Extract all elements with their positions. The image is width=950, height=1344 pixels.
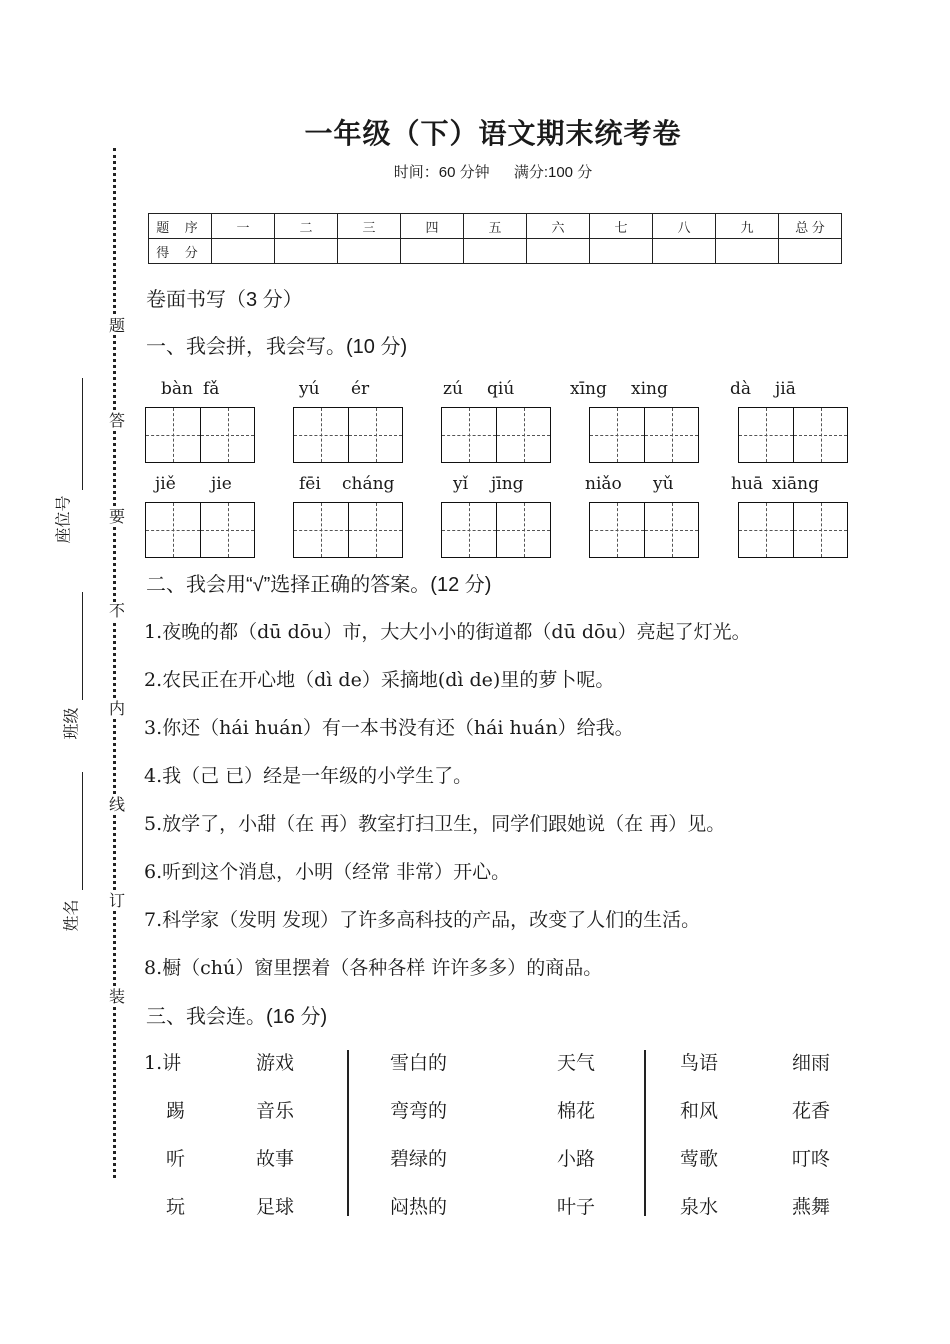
pinyin-syllable: xīng: [570, 379, 607, 399]
row-label-score: 得 分: [149, 239, 212, 264]
binding-char: 内: [109, 699, 126, 718]
pinyin-syllable: dà: [730, 379, 752, 399]
pinyin-syllable: bàn: [161, 379, 193, 399]
pinyin-syllable: cháng: [342, 474, 395, 494]
pinyin-syllable: huā: [731, 474, 764, 494]
question-item: 3.你还（hái huán）有一本书没有还（hái huán）给我。: [144, 717, 634, 739]
binding-char: 题: [109, 316, 126, 335]
match-word[interactable]: 弯弯的: [390, 1100, 448, 1122]
pinyin-syllable: qiú: [487, 379, 515, 399]
match-word[interactable]: 燕舞: [792, 1196, 831, 1218]
pinyin-syllable: xiāng: [772, 474, 819, 494]
match-word[interactable]: 鸟语: [680, 1052, 719, 1074]
pinyin-syllable: niǎo: [585, 474, 622, 494]
row-label-order: 题 序: [149, 214, 212, 239]
pinyin-syllable: jie: [211, 474, 232, 494]
score-cell[interactable]: [716, 239, 779, 264]
score-cell[interactable]: [338, 239, 401, 264]
col-header: 一: [212, 214, 275, 239]
seat-number-label: 座位号: [53, 495, 73, 544]
time-limit: 时间：60 分钟: [393, 164, 490, 181]
pinyin-syllable: zú: [443, 379, 463, 399]
match-word[interactable]: 踢: [166, 1100, 186, 1122]
match-word[interactable]: 细雨: [792, 1052, 831, 1074]
question-item: 5.放学了，小甜（在 再）教室打扫卫生，同学们跟她说（在 再）见。: [144, 813, 726, 835]
pinyin-syllable: yǐ: [453, 474, 469, 494]
writing-grid[interactable]: [293, 502, 403, 558]
table-row: [149, 239, 842, 264]
page-title: 一年级（下）语文期末统考卷: [304, 117, 682, 150]
match-word[interactable]: 玩: [166, 1196, 186, 1218]
name-label: 姓名: [61, 899, 81, 932]
writing-grid[interactable]: [441, 502, 551, 558]
match-word[interactable]: 泉水: [680, 1196, 719, 1218]
question-item: 1.夜晚的都（dū dōu）市，大大小小的街道都（dū dōu）亮起了灯光。: [144, 621, 751, 643]
pinyin-syllable: jiā: [775, 379, 796, 399]
col-header: 八: [653, 214, 716, 239]
score-table: [148, 213, 842, 264]
writing-grid[interactable]: [441, 407, 551, 463]
match-word[interactable]: 叶子: [557, 1196, 596, 1218]
binding-char: 装: [109, 987, 126, 1006]
writing-grid[interactable]: [738, 502, 848, 558]
score-cell[interactable]: [653, 239, 716, 264]
writing-grid[interactable]: [293, 407, 403, 463]
section1-title: 一、我会拼，我会写。(10 分): [146, 336, 408, 358]
question-item: 4.我（己 已）经是一年级的小学生了。: [144, 765, 473, 787]
question-item: 7.科学家（发明 发现）了许多高科技的产品，改变了人们的生活。: [144, 909, 701, 931]
binding-char: 不: [109, 601, 126, 620]
match-word[interactable]: 听: [166, 1148, 186, 1170]
pinyin-syllable: fēi: [299, 474, 321, 494]
pinyin-syllable: xing: [631, 379, 668, 399]
question-item: 8.橱（chú）窗里摆着（各种各样 许许多多）的商品。: [144, 957, 603, 979]
col-header: 三: [338, 214, 401, 239]
score-cell[interactable]: [275, 239, 338, 264]
match-word[interactable]: 碧绿的: [390, 1148, 448, 1170]
score-cell[interactable]: [401, 239, 464, 264]
match-word[interactable]: 花香: [792, 1100, 831, 1122]
match-word[interactable]: 和风: [680, 1100, 719, 1122]
binding-char: 线: [109, 795, 126, 814]
pinyin-syllable: jiě: [155, 474, 176, 494]
match-word[interactable]: 莺歌: [680, 1148, 719, 1170]
match-word[interactable]: 叮咚: [792, 1148, 831, 1170]
pinyin-syllable: ér: [351, 379, 370, 399]
binding-dotted-line: [113, 148, 116, 1178]
score-cell[interactable]: [779, 239, 842, 264]
col-header: 九: [716, 214, 779, 239]
match-word[interactable]: 雪白的: [390, 1052, 448, 1074]
column-divider: [644, 1050, 646, 1216]
writing-grid[interactable]: [145, 407, 255, 463]
col-header: 二: [275, 214, 338, 239]
writing-grid[interactable]: [589, 407, 699, 463]
writing-grid[interactable]: [145, 502, 255, 558]
pinyin-syllable: yǔ: [653, 474, 674, 494]
score-cell[interactable]: [527, 239, 590, 264]
writing-grid[interactable]: [738, 407, 848, 463]
match-word[interactable]: 闷热的: [390, 1196, 448, 1218]
class-label: 班级: [61, 707, 81, 740]
section3-title: 三、我会连。(16 分): [146, 1006, 328, 1028]
binding-char: 要: [109, 507, 126, 526]
column-divider: [347, 1050, 349, 1216]
binding-char: 答: [109, 411, 126, 430]
full-score: 满分:100 分: [513, 164, 593, 181]
score-cell[interactable]: [590, 239, 653, 264]
pinyin-syllable: fǎ: [203, 379, 220, 399]
pinyin-syllable: yú: [299, 379, 320, 399]
col-header-total: 总 分: [779, 214, 842, 239]
match-word[interactable]: 游戏: [256, 1052, 295, 1074]
question-item: 6.听到这个消息，小明（经常 非常）开心。: [144, 861, 511, 883]
match-word[interactable]: 故事: [256, 1148, 295, 1170]
col-header: 四: [401, 214, 464, 239]
score-cell[interactable]: [464, 239, 527, 264]
col-header: 五: [464, 214, 527, 239]
match-word[interactable]: 1.讲: [144, 1052, 182, 1074]
pinyin-syllable: jīng: [491, 474, 524, 494]
match-word[interactable]: 足球: [256, 1196, 295, 1218]
col-header: 六: [527, 214, 590, 239]
question-item: 2.农民正在开心地（dì de）采摘地(dì de)里的萝卜呢。: [144, 669, 615, 691]
seat-number-line: [82, 378, 83, 490]
binding-char: 订: [109, 891, 126, 910]
section2-title: 二、我会用“√”选择正确的答案。(12 分): [146, 574, 492, 596]
writing-grid[interactable]: [589, 502, 699, 558]
section-handwriting-title: 卷面书写（3 分）: [146, 289, 303, 311]
match-word[interactable]: 音乐: [256, 1100, 295, 1122]
table-row: [149, 214, 842, 239]
score-cell[interactable]: [212, 239, 275, 264]
match-word[interactable]: 天气: [557, 1052, 596, 1074]
match-word[interactable]: 棉花: [557, 1100, 596, 1122]
class-line: [82, 592, 83, 700]
exam-info: [0, 161, 950, 182]
col-header: 七: [590, 214, 653, 239]
name-line: [82, 772, 83, 890]
match-word[interactable]: 小路: [557, 1148, 596, 1170]
